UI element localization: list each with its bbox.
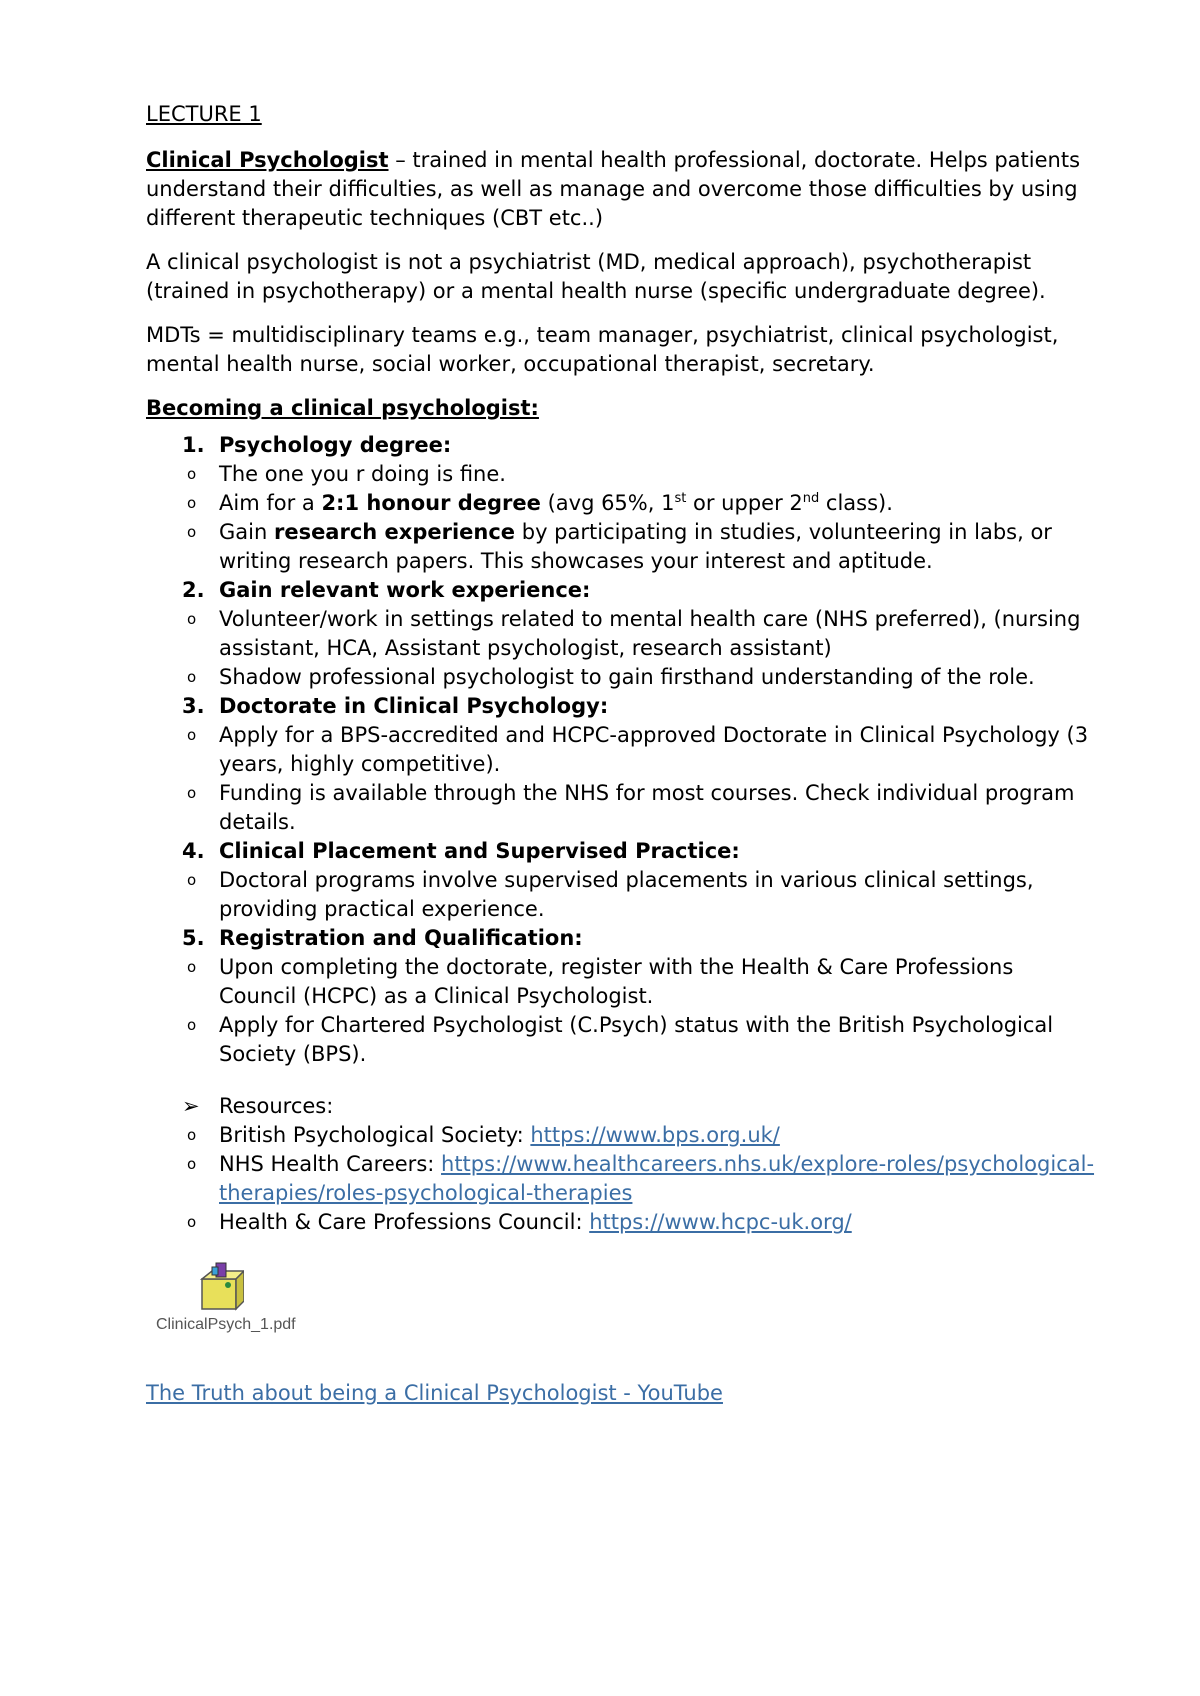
- bullet-icon: o: [187, 1155, 197, 1173]
- bullet-icon: o: [187, 871, 197, 889]
- bullet-icon: o: [187, 958, 197, 976]
- list-item: [187, 518, 1096, 576]
- list-item: [187, 721, 1096, 779]
- step-item: [146, 431, 1096, 576]
- bold-text: research experience: [273, 520, 516, 544]
- nhs-careers-link[interactable]: https://www.healthcareers.nhs.uk/explore-roles/psychological-therapies/roles-psychological-therapies: [219, 1152, 1095, 1205]
- step-sublist: [187, 953, 1096, 1069]
- step-item: [146, 576, 1096, 692]
- list-item-text: or upper 2: [686, 491, 803, 515]
- list-item-text: Upon completing the doctorate, register with the Health & Care Professions Council (HCPC) as a Clinical Psychologist.: [219, 955, 1014, 1008]
- resources-label: Resources:: [219, 1094, 334, 1118]
- list-item: [187, 663, 1096, 692]
- step-number: 4.: [182, 839, 205, 863]
- list-item-text: Volunteer/work in settings related to mental health care (NHS preferred), (nursing assistant, HCA, Assistant psychologist, research assistant): [219, 607, 1081, 660]
- hcpc-link[interactable]: https://www.hcpc-uk.org/: [589, 1210, 852, 1234]
- list-item: [187, 460, 1096, 489]
- resources-list: [146, 1121, 1096, 1237]
- bullet-icon: o: [187, 726, 197, 744]
- list-item-text: Shadow professional psychologist to gain firsthand understanding of the role.: [219, 665, 1035, 689]
- arrow-bullet-icon: ➢: [182, 1094, 200, 1118]
- resource-label: Health & Care Professions Council:: [219, 1210, 590, 1234]
- step-number: 1.: [182, 433, 205, 457]
- lecture-title: LECTURE 1: [146, 102, 262, 126]
- bullet-icon: o: [187, 1126, 197, 1144]
- step-title: Clinical Placement and Supervised Practice:: [219, 839, 740, 863]
- step-item: [146, 692, 1096, 837]
- list-item: [187, 1011, 1096, 1069]
- step-title: Psychology degree:: [219, 433, 452, 457]
- youtube-video-link[interactable]: The Truth about being a Clinical Psychologist - YouTube: [146, 1381, 723, 1405]
- pdf-attachment[interactable]: [146, 1261, 306, 1341]
- list-item-text: by participating in studies, volunteering in labs, or writing research papers. This showcases your interest and aptitude.: [219, 520, 1052, 573]
- resource-item: [187, 1208, 1096, 1237]
- list-item: [187, 953, 1096, 1011]
- step-item: [146, 837, 1096, 924]
- bullet-icon: o: [187, 668, 197, 686]
- steps-list: [146, 431, 1096, 1069]
- bullet-icon: o: [187, 465, 197, 483]
- resource-label: NHS Health Careers:: [219, 1152, 442, 1176]
- list-item-text: Doctoral programs involve supervised placements in various clinical settings, providing practical experience.: [219, 868, 1034, 921]
- bullet-icon: o: [187, 523, 197, 541]
- list-item-text: Apply for Chartered Psychologist (C.Psych) status with the British Psychological Society (BPS).: [219, 1013, 1054, 1066]
- resource-item: [187, 1121, 1096, 1150]
- mdt-paragraph: MDTs = multidisciplinary teams e.g., team manager, psychiatrist, clinical psychologist, mental health nurse, social worker, occupational therapist, secretary.: [146, 323, 1059, 376]
- bold-text: 2:1 honour degree: [321, 491, 541, 515]
- superscript: nd: [802, 491, 820, 506]
- step-number: 3.: [182, 694, 205, 718]
- intro-definition: – trained in mental health professional, doctorate. Helps patients understand their difficulties, as well as manage and overcome those difficulties by using different therapeutic techniques (CBT etc..): [146, 148, 1081, 230]
- list-item: [187, 605, 1096, 663]
- bullet-icon: o: [187, 494, 197, 512]
- bullet-icon: o: [187, 784, 197, 802]
- section-heading: Becoming a clinical psychologist:: [146, 396, 539, 420]
- bullet-icon: o: [187, 1016, 197, 1034]
- list-item: [187, 489, 1096, 518]
- distinction-paragraph: A clinical psychologist is not a psychiatrist (MD, medical approach), psychotherapist (trained in psychotherapy) or a mental health nurse (specific undergraduate degree).: [146, 250, 1046, 303]
- step-number: 5.: [182, 926, 205, 950]
- list-item-text: Funding is available through the NHS for most courses. Check individual program details.: [219, 781, 1075, 834]
- step-sublist: [187, 460, 1096, 576]
- list-item-text: class).: [819, 491, 893, 515]
- resource-item: [187, 1150, 1096, 1208]
- bps-link[interactable]: https://www.bps.org.uk/: [530, 1123, 780, 1147]
- superscript: st: [674, 491, 687, 506]
- step-number: 2.: [182, 578, 205, 602]
- list-item-text: Apply for a BPS-accredited and HCPC-approved Doctorate in Clinical Psychology (3 years, highly competitive).: [219, 723, 1089, 776]
- bullet-icon: o: [187, 610, 197, 628]
- step-sublist: [187, 866, 1096, 924]
- step-sublist: [187, 605, 1096, 692]
- list-item-text: Gain: [219, 520, 274, 544]
- list-item-text: (avg 65%, 1: [540, 491, 675, 515]
- list-item-text: The one you r doing is fine.: [219, 462, 506, 486]
- resources-heading: [146, 1092, 1096, 1121]
- intro-term: Clinical Psychologist: [146, 148, 389, 172]
- list-item: [187, 779, 1096, 837]
- list-item-text: Aim for a: [219, 491, 322, 515]
- step-item: [146, 924, 1096, 1069]
- bullet-icon: o: [187, 1213, 197, 1231]
- intro-paragraph: [146, 146, 1096, 233]
- package-icon: [198, 1261, 244, 1311]
- attachment-filename: ClinicalPsych_1.pdf: [156, 1316, 296, 1333]
- step-title: Doctorate in Clinical Psychology:: [219, 694, 609, 718]
- list-item: [187, 866, 1096, 924]
- document-body: [146, 100, 1096, 1408]
- step-sublist: [187, 721, 1096, 837]
- step-title: Gain relevant work experience:: [219, 578, 591, 602]
- resource-label: British Psychological Society:: [219, 1123, 531, 1147]
- step-title: Registration and Qualification:: [219, 926, 583, 950]
